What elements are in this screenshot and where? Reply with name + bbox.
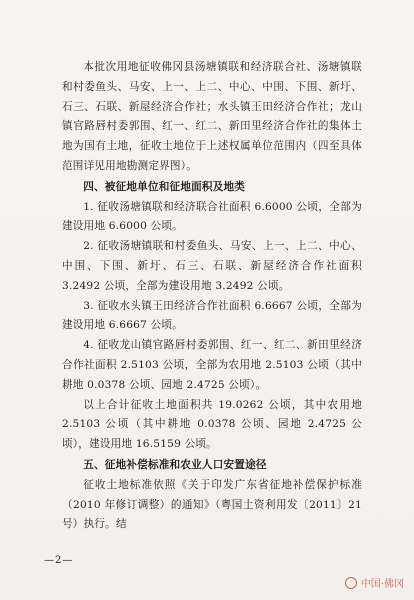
paragraph-item-1: 1. 征收汤塘镇联和经济联合社面积 6.6000 公顷，全部为建设用地 6.6000 公顷。 bbox=[62, 200, 362, 233]
paragraph-compensation-standard: 征收土地标准依照《关于印发广东省征地补偿保护标准（2010 年修订调整）的通知》（粤国土资利用发〔2011〕21 号）执行。结 bbox=[62, 478, 362, 531]
page-number: —2— bbox=[44, 555, 74, 566]
watermark-text: 中国·佛冈 bbox=[360, 579, 404, 590]
document-body bbox=[62, 58, 362, 535]
paragraph-total: 以上合计征收土地面积共 19.0262 公顷，其中农用地 2.5103 公顷（其中耕地 0.0378 公顷、园地 2.4725 公顷），建设用地 16.5159 公顷。 bbox=[62, 398, 362, 451]
paragraph-land-requisition-intro: 本批次用地征收佛冈县汤塘镇联和经济联合社、汤塘镇联和村委鱼头、马安、上一、上二、中心、中围、下围、新圩、石三、石联、新屋经济合作社；水头镇王田经济合作社；龙山镇官路唇村委郭围、红一、红二、新田里经济合作社的集体土地为国有土地，征收土地位于上述权属单位范围内（四至具体范围详见用地勘测定界图）。 bbox=[62, 61, 362, 172]
paragraph-item-2: 2. 征收汤塘镇联和村委鱼头、马安、上一、上二、中心、中围、下围、新圩、石三、石联、新屋经济合作社面积 3.2492 公顷，全部为建设用地 3.2492 公顷。 bbox=[62, 240, 362, 292]
watermark-logo-icon bbox=[345, 577, 357, 589]
watermark bbox=[345, 575, 404, 590]
paragraph-item-3: 3. 征收水头镇王田经济合作社面积 6.6667 公顷，全部为建设用地 6.6667 公顷。 bbox=[62, 299, 362, 332]
paragraph-item-4: 4. 征收龙山镇官路唇村委郭围、红一、红二、新田里经济合作社面积 2.5103 公顷，全部为农用地 2.5103 公顷（其中耕地 0.0378 公顷、园地 2.4725 公顷）。 bbox=[62, 339, 362, 391]
section-heading-4: 四、被征地单位和征地面积及地类 bbox=[83, 180, 246, 193]
section-heading-5: 五、征地补偿标准和农业人口安置途径 bbox=[83, 458, 267, 471]
